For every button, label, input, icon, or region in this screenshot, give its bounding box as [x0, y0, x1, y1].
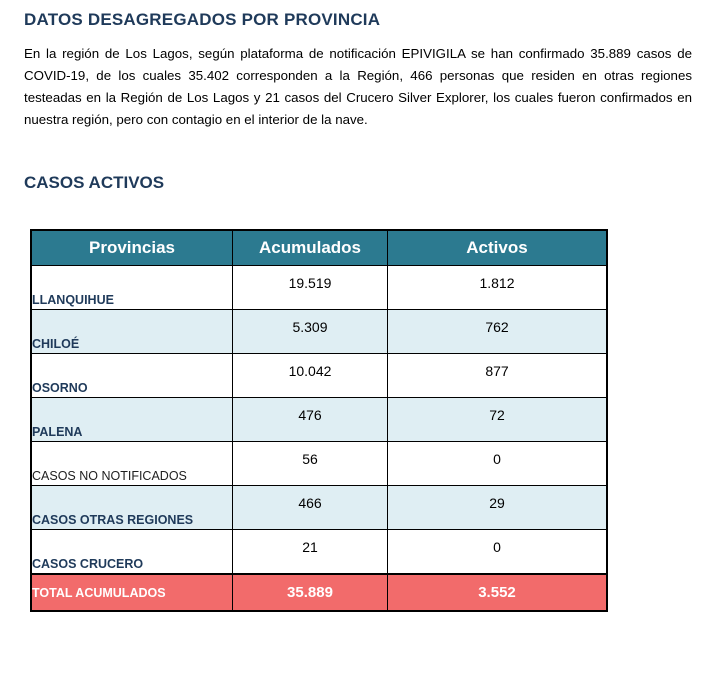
table-row	[31, 310, 607, 354]
section-title: CASOS ACTIVOS	[24, 173, 165, 192]
accumulated-value: 5.309	[233, 310, 388, 354]
page-title: DATOS DESAGREGADOS POR PROVINCIA	[24, 10, 381, 29]
active-value: 0	[388, 442, 608, 486]
province-name: PALENA	[31, 398, 233, 442]
total-label: TOTAL ACUMULADOS	[31, 574, 233, 611]
active-value: 0	[388, 530, 608, 575]
province-name: CASOS CRUCERO	[31, 530, 233, 575]
table-header-row	[31, 230, 607, 266]
table-row	[31, 354, 607, 398]
table-row	[31, 266, 607, 310]
active-value: 1.812	[388, 266, 608, 310]
active-cases-table	[30, 229, 608, 612]
total-accumulated: 35.889	[233, 574, 388, 611]
header-provincias: Provincias	[31, 230, 233, 266]
table-row	[31, 530, 607, 575]
province-name: OSORNO	[31, 354, 233, 398]
table-row	[31, 398, 607, 442]
active-value: 72	[388, 398, 608, 442]
province-name: CASOS OTRAS REGIONES	[31, 486, 233, 530]
intro-paragraph: En la región de Los Lagos, según plataforma de notificación EPIVIGILA se han confirmado 35.889 casos de COVID-19, de los cuales 35.402 corresponden a la Región, 466 personas que residen en otras regiones testeadas en la Región de Los Lagos y 21 casos del Crucero Silver Explorer, los cuales fueron confirmados en nuestra región, pero con contagio en el interior de la nave.	[24, 46, 692, 127]
province-name: CASOS NO NOTIFICADOS	[31, 442, 233, 486]
table-row	[31, 442, 607, 486]
total-active: 3.552	[388, 574, 608, 611]
table-row	[31, 486, 607, 530]
header-acumulados: Acumulados	[233, 230, 388, 266]
active-value: 762	[388, 310, 608, 354]
active-value: 29	[388, 486, 608, 530]
province-name: CHILOÉ	[31, 310, 233, 354]
accumulated-value: 466	[233, 486, 388, 530]
accumulated-value: 21	[233, 530, 388, 575]
total-row	[31, 574, 607, 611]
active-value: 877	[388, 354, 608, 398]
header-activos: Activos	[388, 230, 608, 266]
accumulated-value: 476	[233, 398, 388, 442]
accumulated-value: 56	[233, 442, 388, 486]
accumulated-value: 10.042	[233, 354, 388, 398]
accumulated-value: 19.519	[233, 266, 388, 310]
province-name: LLANQUIHUE	[31, 266, 233, 310]
